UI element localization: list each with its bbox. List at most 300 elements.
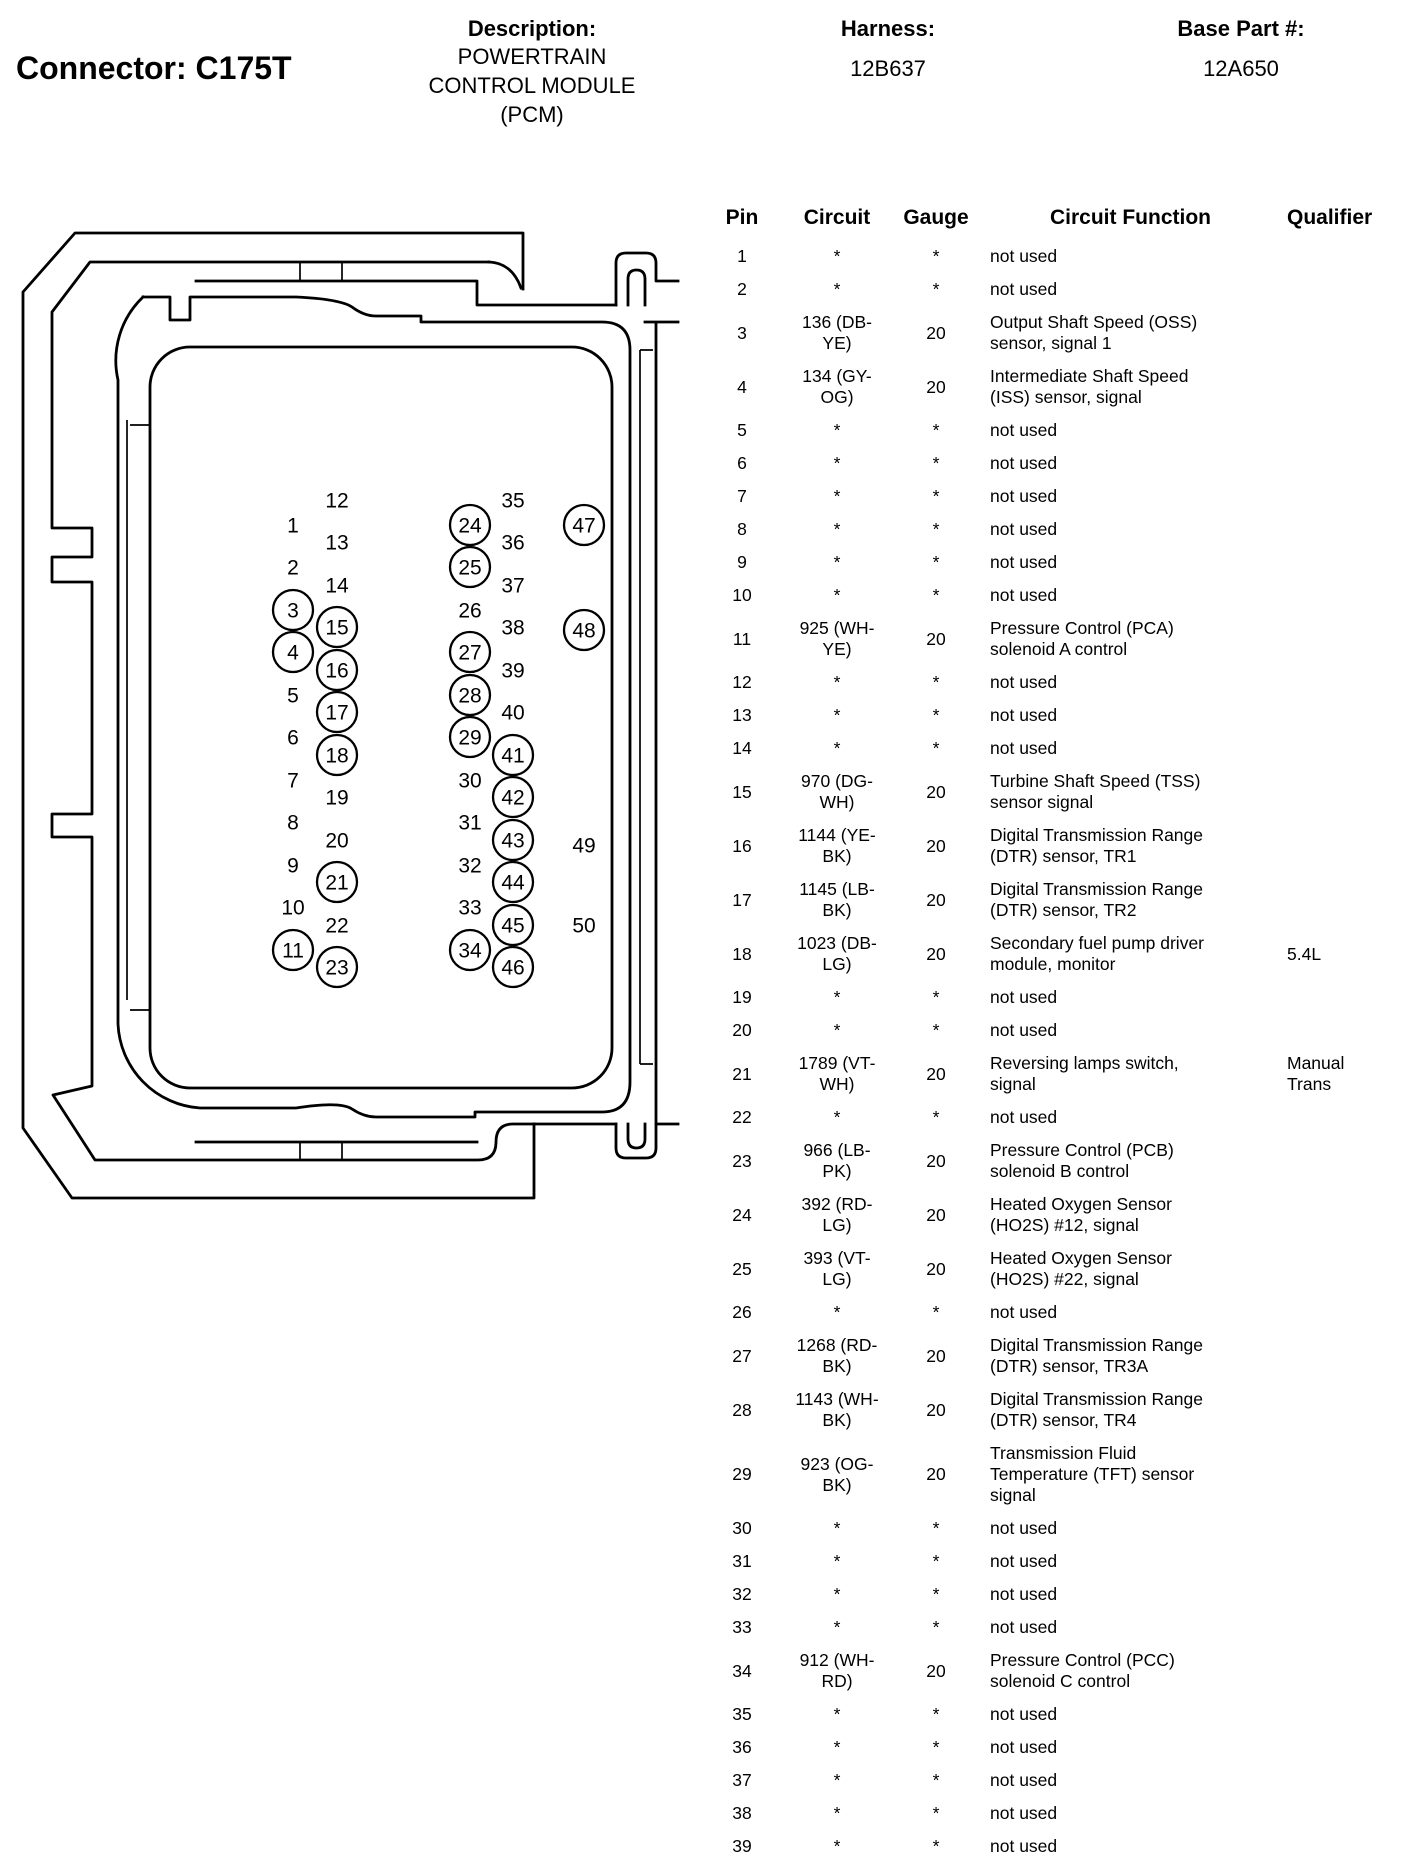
cell-circuit: * <box>833 1518 841 1538</box>
cell-pin: 1 <box>737 246 747 266</box>
cell-pin: 34 <box>732 1660 752 1681</box>
table-row <box>700 981 1408 1014</box>
cell-gauge: * <box>932 486 940 506</box>
cell-circuit: * <box>833 246 841 266</box>
cell-circuit: * <box>833 672 841 692</box>
pin-number: 46 <box>501 956 525 980</box>
cell-qualifier <box>1271 1737 1408 1758</box>
pin-43 <box>493 820 533 860</box>
cell-circuit: 1268 (RD-BK) <box>796 1335 878 1376</box>
cell-gauge: * <box>932 738 940 758</box>
pin-4 <box>273 632 313 672</box>
cell-qualifier <box>1271 585 1408 606</box>
cell-function: Transmission Fluid Temperature (TFT) sensor signal <box>990 1443 1195 1505</box>
cell-pin: 9 <box>737 552 747 572</box>
pin-41 <box>493 735 533 775</box>
pin-49 <box>572 835 595 858</box>
cell-qualifier <box>1271 1617 1408 1638</box>
cell-circuit: * <box>833 1803 841 1823</box>
cell-circuit: * <box>833 738 841 758</box>
cell-pin: 10 <box>732 585 752 605</box>
cell-qualifier <box>1271 1259 1408 1280</box>
cell-circuit: * <box>833 1584 841 1604</box>
pin-number: 43 <box>501 829 525 853</box>
pin-36 <box>501 532 524 555</box>
cell-gauge: * <box>932 1704 940 1724</box>
cell-qualifier <box>1271 1551 1408 1572</box>
pin-7 <box>287 770 299 793</box>
pin-20 <box>325 830 348 853</box>
cell-pin: 13 <box>732 705 752 725</box>
table-row <box>700 414 1408 447</box>
cell-circuit: 136 (DB-YE) <box>801 312 873 353</box>
cell-pin: 37 <box>732 1770 752 1790</box>
table-row <box>700 1383 1408 1437</box>
top-channel <box>196 281 616 305</box>
cell-function: not used <box>990 1704 1058 1724</box>
pin-9 <box>287 855 299 878</box>
cell-function: not used <box>990 987 1058 1007</box>
keying-post-bottom <box>616 1124 678 1158</box>
cell-qualifier <box>1271 1205 1408 1226</box>
pin-3 <box>273 590 313 630</box>
pin-50 <box>572 915 595 938</box>
pin-number: 42 <box>501 786 525 810</box>
pin-number: 48 <box>572 619 596 643</box>
cell-function: Pressure Control (PCA) solenoid A control <box>990 618 1174 659</box>
cell-qualifier <box>1271 279 1408 300</box>
cell-pin: 33 <box>732 1617 752 1637</box>
pin-8 <box>287 812 299 835</box>
cell-qualifier <box>1271 1107 1408 1128</box>
keying-post-bottom-slot <box>628 1124 645 1148</box>
cell-qualifier <box>1271 1518 1408 1539</box>
bottom-channel <box>196 1124 616 1142</box>
cell-pin: 22 <box>732 1107 752 1127</box>
cell-circuit: 134 (GY-OG) <box>802 366 872 407</box>
cell-qualifier <box>1271 377 1408 398</box>
cell-qualifier <box>1271 1020 1408 1041</box>
cell-circuit: 966 (LB-PK) <box>803 1140 871 1181</box>
pin-number: 20 <box>325 829 349 853</box>
table-row <box>700 666 1408 699</box>
table-row <box>700 927 1408 981</box>
table-row <box>700 240 1408 273</box>
cell-qualifier <box>1271 323 1408 344</box>
table-row <box>700 1578 1408 1611</box>
pin-number: 4 <box>287 641 299 665</box>
cell-function: Digital Transmission Range (DTR) sensor, TR4 <box>990 1389 1204 1430</box>
cell-function: Digital Transmission Range (DTR) sensor, TR1 <box>990 825 1204 866</box>
pin-31 <box>458 812 481 835</box>
cell-qualifier <box>1271 782 1408 803</box>
cell-function: not used <box>990 1302 1058 1322</box>
cell-circuit: * <box>833 519 841 539</box>
pin-48 <box>564 610 604 650</box>
pin-21 <box>317 862 357 902</box>
cell-function: not used <box>990 1737 1058 1757</box>
pin-37 <box>501 575 524 598</box>
cell-qualifier <box>1271 987 1408 1008</box>
cell-circuit: * <box>833 1770 841 1790</box>
description-line: CONTROL MODULE <box>428 73 636 98</box>
cell-pin: 28 <box>732 1399 752 1420</box>
cell-pin: 19 <box>732 987 752 1007</box>
cell-gauge: * <box>932 705 940 725</box>
cell-function: Turbine Shaft Speed (TSS) sensor signal <box>990 771 1201 812</box>
table-row <box>700 819 1408 873</box>
pin-number: 21 <box>325 871 349 895</box>
pins-layer <box>273 490 604 987</box>
cell-circuit: 923 (OG-BK) <box>800 1453 874 1495</box>
cell-gauge: * <box>932 1302 940 1322</box>
cell-pin: 8 <box>737 519 747 539</box>
cell-function: Output Shaft Speed (OSS) sensor, signal 1 <box>990 312 1198 353</box>
pin-number: 40 <box>501 701 525 725</box>
cell-function: Heated Oxygen Sensor (HO2S) #22, signal <box>990 1248 1172 1289</box>
cell-function: not used <box>990 453 1058 473</box>
cell-pin: 6 <box>737 453 747 473</box>
cell-circuit: * <box>833 1704 841 1724</box>
pin-29 <box>450 717 490 757</box>
cell-qualifier <box>1271 836 1408 857</box>
table-row <box>700 1014 1408 1047</box>
pin-number: 7 <box>287 769 299 793</box>
pin-number: 26 <box>458 599 482 623</box>
cell-gauge: 20 <box>926 1345 946 1366</box>
harness-value: 12B637 <box>850 56 926 81</box>
cell-pin: 21 <box>732 1063 752 1084</box>
cell-circuit: 1143 (WH-BK) <box>795 1389 879 1430</box>
cell-qualifier <box>1271 1836 1408 1857</box>
cell-circuit: * <box>833 585 841 605</box>
pin-number: 19 <box>325 786 349 810</box>
cell-function: not used <box>990 1020 1058 1040</box>
cell-gauge: * <box>932 1551 940 1571</box>
pin-32 <box>458 855 481 878</box>
keying-post-top <box>616 253 678 305</box>
cell-pin: 26 <box>732 1302 752 1322</box>
cell-circuit: 912 (WH-RD) <box>799 1650 875 1691</box>
pin-number: 31 <box>458 811 482 835</box>
table-row <box>700 1764 1408 1797</box>
cell-qualifier <box>1271 1400 1408 1421</box>
cell-function: not used <box>990 1518 1058 1538</box>
cell-gauge: 20 <box>926 1660 946 1681</box>
cell-gauge: * <box>932 453 940 473</box>
cell-gauge: * <box>932 1803 940 1823</box>
pin-35 <box>501 490 524 513</box>
table-row <box>700 1101 1408 1134</box>
table-row <box>700 1512 1408 1545</box>
pin-number: 36 <box>501 531 525 555</box>
cell-gauge: * <box>932 1737 940 1757</box>
cell-function: not used <box>990 1803 1058 1823</box>
pin-number: 3 <box>287 599 299 623</box>
cell-qualifier <box>1271 1464 1408 1485</box>
pin-38 <box>501 617 524 640</box>
cell-function: Pressure Control (PCC) solenoid C control <box>990 1650 1175 1691</box>
cell-circuit: * <box>833 453 841 473</box>
cell-pin: 25 <box>732 1258 752 1279</box>
cell-pin: 30 <box>732 1518 752 1538</box>
pin-number: 10 <box>281 896 305 920</box>
pin-2 <box>287 557 299 580</box>
cell-gauge: 20 <box>926 322 946 343</box>
column-header-function: Circuit Function <box>1050 206 1211 229</box>
table-row <box>700 513 1408 546</box>
cell-gauge: * <box>932 585 940 605</box>
cell-circuit: * <box>833 1551 841 1571</box>
pin-13 <box>325 532 348 555</box>
cell-gauge: * <box>932 519 940 539</box>
cell-pin: 11 <box>732 628 752 649</box>
cell-pin: 36 <box>732 1737 752 1757</box>
pin-number: 35 <box>501 489 525 513</box>
pin-42 <box>493 777 533 817</box>
cavity-ticks <box>130 425 150 1010</box>
cell-qualifier <box>1271 486 1408 507</box>
cell-function: not used <box>990 1770 1058 1790</box>
cell-function: not used <box>990 672 1058 692</box>
pin-number: 33 <box>458 896 482 920</box>
pin-number: 28 <box>458 684 482 708</box>
cell-function: not used <box>990 705 1058 725</box>
tie-tabs-top <box>300 262 342 281</box>
pin-number: 27 <box>458 641 482 665</box>
pin-27 <box>450 632 490 672</box>
cell-pin: 12 <box>732 672 752 692</box>
base-part-block <box>1111 16 1371 82</box>
cell-function: not used <box>990 1551 1058 1571</box>
pin-number: 38 <box>501 616 525 640</box>
tab-corner-curve <box>489 262 521 288</box>
cell-function: Heated Oxygen Sensor (HO2S) #12, signal <box>990 1194 1172 1235</box>
pin-number: 6 <box>287 726 299 750</box>
pin-18 <box>317 735 357 775</box>
cell-gauge: * <box>932 1617 940 1637</box>
cell-qualifier <box>1271 1151 1408 1172</box>
cell-pin: 15 <box>732 781 752 802</box>
cell-gauge: 20 <box>926 1464 946 1484</box>
table-row <box>700 273 1408 306</box>
cell-function: Secondary fuel pump driver module, monitor <box>990 933 1204 974</box>
cell-qualifier <box>1271 1661 1408 1682</box>
table-row <box>700 1797 1408 1830</box>
table-row <box>700 873 1408 927</box>
table-header-row <box>700 206 1408 240</box>
cell-gauge: 20 <box>926 1258 946 1279</box>
table-row <box>700 765 1408 819</box>
cell-function: not used <box>990 486 1058 506</box>
connector-outline-outer <box>23 233 534 1198</box>
cell-gauge: * <box>932 1584 940 1604</box>
cell-pin: 17 <box>732 889 752 910</box>
connector-outline-second <box>52 262 534 1160</box>
column-header-circuit: Circuit <box>803 206 871 229</box>
cell-gauge: 20 <box>926 1399 946 1420</box>
connector-diagram <box>10 190 680 1250</box>
description-line: (PCM) <box>500 102 564 127</box>
table-row <box>700 1698 1408 1731</box>
table-row <box>700 1545 1408 1578</box>
pin-number: 13 <box>325 531 349 555</box>
harness-label: Harness: <box>840 16 936 41</box>
pin-number: 17 <box>325 701 349 725</box>
cell-circuit: * <box>833 486 841 506</box>
cell-qualifier <box>1271 1302 1408 1323</box>
table-row <box>700 1329 1408 1383</box>
cell-circuit: * <box>833 705 841 725</box>
cell-pin: 20 <box>732 1020 752 1040</box>
cell-gauge: * <box>932 246 940 266</box>
pin-44 <box>493 862 533 902</box>
pin-25 <box>450 547 490 587</box>
cell-gauge: 20 <box>926 1150 946 1171</box>
cell-pin: 27 <box>732 1345 752 1366</box>
cell-gauge: * <box>932 552 940 572</box>
pin-number: 47 <box>572 514 596 538</box>
cell-pin: 5 <box>737 420 747 440</box>
cell-function: Intermediate Shaft Speed (ISS) sensor, signal <box>990 366 1189 407</box>
cell-function: not used <box>990 1584 1058 1604</box>
pin-30 <box>458 770 481 793</box>
table-row <box>700 612 1408 666</box>
harness-block <box>788 16 988 82</box>
pin-39 <box>501 660 524 683</box>
cell-function: not used <box>990 420 1058 440</box>
pin-number: 30 <box>458 769 482 793</box>
pin-number: 22 <box>325 914 349 938</box>
pin-45 <box>493 905 533 945</box>
pin-number: 37 <box>501 574 525 598</box>
cell-function: not used <box>990 519 1058 539</box>
pin-17 <box>317 692 357 732</box>
pinout-table <box>700 206 1408 1863</box>
table-row <box>700 1296 1408 1329</box>
cell-gauge: 20 <box>926 376 946 397</box>
table-body <box>700 240 1408 1863</box>
base-part-label: Base Part #: <box>1177 16 1305 41</box>
cell-pin: 24 <box>732 1204 752 1225</box>
pin-number: 16 <box>325 659 349 683</box>
pin-14 <box>325 575 349 598</box>
pin-number: 39 <box>501 659 525 683</box>
cell-qualifier <box>1271 738 1408 759</box>
cell-pin: 16 <box>732 835 752 856</box>
cell-qualifier <box>1271 420 1408 441</box>
description-block <box>372 16 692 129</box>
cell-circuit: * <box>833 1737 841 1757</box>
pin-number: 50 <box>572 914 596 938</box>
cell-pin: 31 <box>732 1551 752 1571</box>
keying-post-top-slot <box>628 270 645 305</box>
pin-number: 49 <box>572 834 596 858</box>
cell-circuit: 970 (DG-WH) <box>801 771 873 812</box>
cell-qualifier <box>1271 1584 1408 1605</box>
pin-34 <box>450 930 490 970</box>
cell-qualifier <box>1271 629 1408 650</box>
cell-circuit: 1789 (VT-WH) <box>798 1053 876 1094</box>
table-row <box>700 1437 1408 1512</box>
cell-qualifier <box>1271 672 1408 693</box>
pin-number: 2 <box>287 556 299 580</box>
cell-circuit: 1145 (LB-BK) <box>799 879 875 920</box>
right-wall-inner <box>640 350 653 1064</box>
pin-number: 18 <box>325 744 349 768</box>
cell-gauge: * <box>932 1020 940 1040</box>
cell-function: not used <box>990 552 1058 572</box>
cell-gauge: * <box>932 279 940 299</box>
cell-qualifier <box>1271 1346 1408 1367</box>
base-part-value: 12A650 <box>1203 56 1279 81</box>
cell-function: not used <box>990 246 1058 266</box>
pin-number: 8 <box>287 811 299 835</box>
cell-gauge: * <box>932 1107 940 1127</box>
table-row <box>700 579 1408 612</box>
table-row <box>700 306 1408 360</box>
column-header-pin: Pin <box>725 206 759 229</box>
cell-gauge: * <box>932 420 940 440</box>
table-row <box>700 1242 1408 1296</box>
pin-16 <box>317 650 357 690</box>
pin-number: 34 <box>458 939 482 963</box>
cell-circuit: 925 (WH-YE) <box>799 618 875 659</box>
cell-qualifier <box>1271 890 1408 911</box>
cell-function: Pressure Control (PCB) solenoid B control <box>990 1140 1174 1181</box>
table-row <box>700 732 1408 765</box>
pin-12 <box>325 490 348 513</box>
pin-number: 29 <box>458 726 482 750</box>
cell-pin: 4 <box>737 376 747 397</box>
cell-circuit: * <box>833 1107 841 1127</box>
cell-pin: 23 <box>732 1150 752 1171</box>
pin-number: 15 <box>325 616 349 640</box>
pin-22 <box>325 915 348 938</box>
pin-47 <box>564 505 604 545</box>
cell-function: not used <box>990 1617 1058 1637</box>
cell-pin: 2 <box>737 279 747 299</box>
cell-function: Digital Transmission Range (DTR) sensor, TR3A <box>990 1335 1204 1376</box>
cell-circuit: 1023 (DB-LG) <box>797 933 877 974</box>
cell-gauge: 20 <box>926 1063 946 1084</box>
cell-qualifier: 5.4L <box>1287 943 1322 964</box>
table-row <box>700 699 1408 732</box>
cell-circuit: * <box>833 279 841 299</box>
cell-qualifier <box>1271 705 1408 726</box>
pin-46 <box>493 947 533 987</box>
cell-pin: 32 <box>732 1584 752 1604</box>
cell-pin: 39 <box>732 1836 752 1856</box>
cell-circuit: 393 (VT-LG) <box>803 1248 871 1289</box>
pin-number: 41 <box>501 744 525 768</box>
cell-circuit: * <box>833 1302 841 1322</box>
cell-function: Reversing lamps switch, signal <box>990 1053 1179 1094</box>
cell-circuit: 392 (RD-LG) <box>801 1194 873 1235</box>
pin-15 <box>317 607 357 647</box>
table-row <box>700 480 1408 513</box>
cell-pin: 38 <box>732 1803 752 1823</box>
pin-number: 44 <box>501 871 525 895</box>
cell-circuit: * <box>833 987 841 1007</box>
description-line: POWERTRAIN <box>457 44 607 69</box>
cell-circuit: * <box>833 552 841 572</box>
cell-function: not used <box>990 279 1058 299</box>
column-header-gauge: Gauge <box>903 206 969 229</box>
pin-number: 24 <box>458 514 482 538</box>
shell-outline <box>116 297 630 1117</box>
cell-qualifier: Manual Trans <box>1287 1053 1345 1094</box>
